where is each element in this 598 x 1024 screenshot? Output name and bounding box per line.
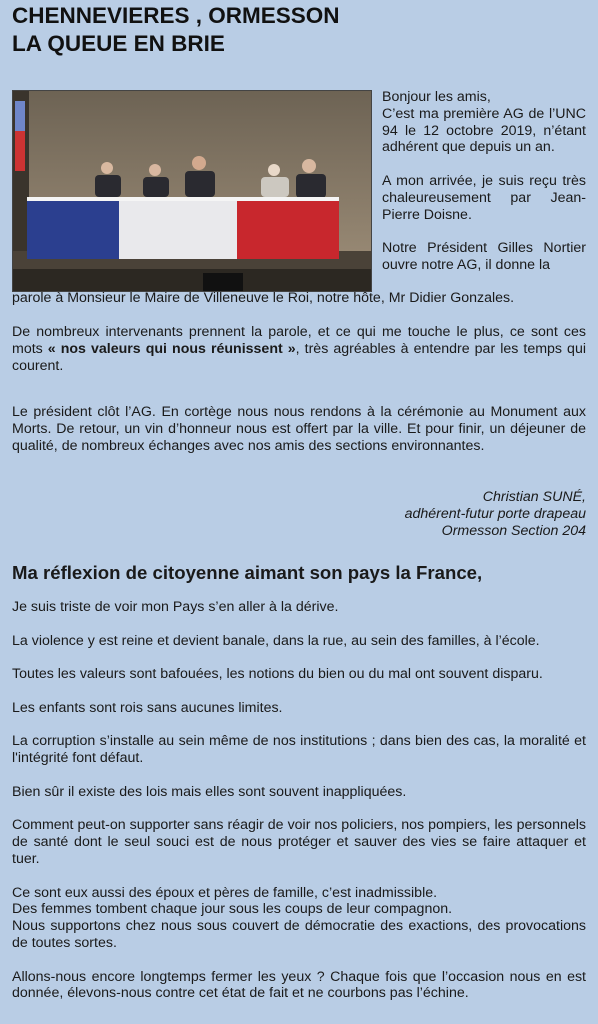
essay-paragraph: Les enfants sont rois sans aucunes limites. [12, 699, 283, 716]
signature-role: adhérent-futur porte drapeau [404, 505, 586, 522]
essay-paragraph: La corruption s’installe au sein même de nos institutions ; dans bien des cas, la moralité et l'intégrité font défaut. [12, 733, 586, 767]
speakers-text-after: , très agréables à entendre par les temps qui courent. [12, 340, 586, 374]
intro-paragraph: C’est ma première AG de l’UNC 94 le 12 octobre 2019, n’étant adhérent que depuis un an. [382, 105, 586, 156]
values-quote: « nos valeurs qui nous réunissent » [47, 340, 296, 357]
signature-section: Ormesson Section 204 [441, 522, 586, 539]
greeting: Bonjour les amis, [382, 89, 491, 105]
essay-line: Ce sont eux aussi des époux et pères de famille, c’est inadmissible. [12, 884, 438, 901]
ceremony-paragraph: Le président clôt l’AG. En cortège nous nous rendons à la cérémonie au Monument aux Morts. De retour, un vin d’honneur nous est offert par la ville. Et pour finir, un déjeuner de qualité, de nombreux échanges avec nos amis des sections environnantes. [12, 404, 586, 454]
essay-paragraph: Allons-nous encore longtemps fermer les yeux ? Chaque fois que l’occasion nous en est donnée, élevons-nous contre cet état de fait et ne courbons pas l’échine. [12, 968, 586, 1002]
essay-paragraph: La violence y est reine et devient banale, dans la rue, au sein des familles, à l’école. [12, 632, 540, 649]
page-title [12, 2, 340, 58]
president-paragraph-start: Notre Président Gilles Nortier ouvre notre AG, il donne la [382, 240, 586, 273]
title-line-2: LA QUEUE EN BRIE [12, 31, 225, 56]
signature [405, 489, 586, 539]
essay-heading: Ma réflexion de citoyenne aimant son pays la France, [12, 562, 483, 583]
title-line-1: CHENNEVIERES , ORMESSON [12, 3, 340, 28]
essay-paragraph: Toutes les valeurs sont bafouées, les notions du bien ou du mal ont souvent disparu. [12, 666, 543, 683]
president-paragraph-end: parole à Monsieur le Maire de Villeneuve le Roi, notre hôte, Mr Didier Gonzales. [12, 290, 515, 306]
essay-line: Des femmes tombent chaque jour sous les coups de leur compagnon. [12, 901, 453, 918]
speakers-paragraph [12, 324, 586, 374]
essay-line: Nous supportons chez nous sous couvert de démocratie des exactions, des provocations de toutes sortes. [12, 918, 586, 951]
assembly-photo [12, 90, 372, 292]
article-intro [382, 89, 586, 274]
essay-paragraph: Je suis triste de voir mon Pays s’en aller à la dérive. [12, 599, 339, 615]
signature-name: Christian SUNÉ, [482, 489, 586, 505]
essay-paragraph: Comment peut-on supporter sans réagir de voir nos policiers, nos pompiers, les personnels de santé dont le seul souci est de nous protéger et sauver des vies se faire attaquer et tuer. [12, 817, 586, 867]
arrival-paragraph: A mon arrivée, je suis reçu très chaleureusement par Jean-Pierre Doisne. [382, 172, 586, 223]
assembly-photo-illustration [13, 91, 371, 291]
essay-paragraph: Bien sûr il existe des lois mais elles sont souvent inappliquées. [12, 783, 407, 800]
essay-body [12, 599, 586, 1019]
speakers-text-before: De nombreux intervenants prennent la parole, et ce qui me touche le plus, ce sont ces mots [12, 324, 586, 357]
essay-paragraph-group [12, 885, 586, 952]
